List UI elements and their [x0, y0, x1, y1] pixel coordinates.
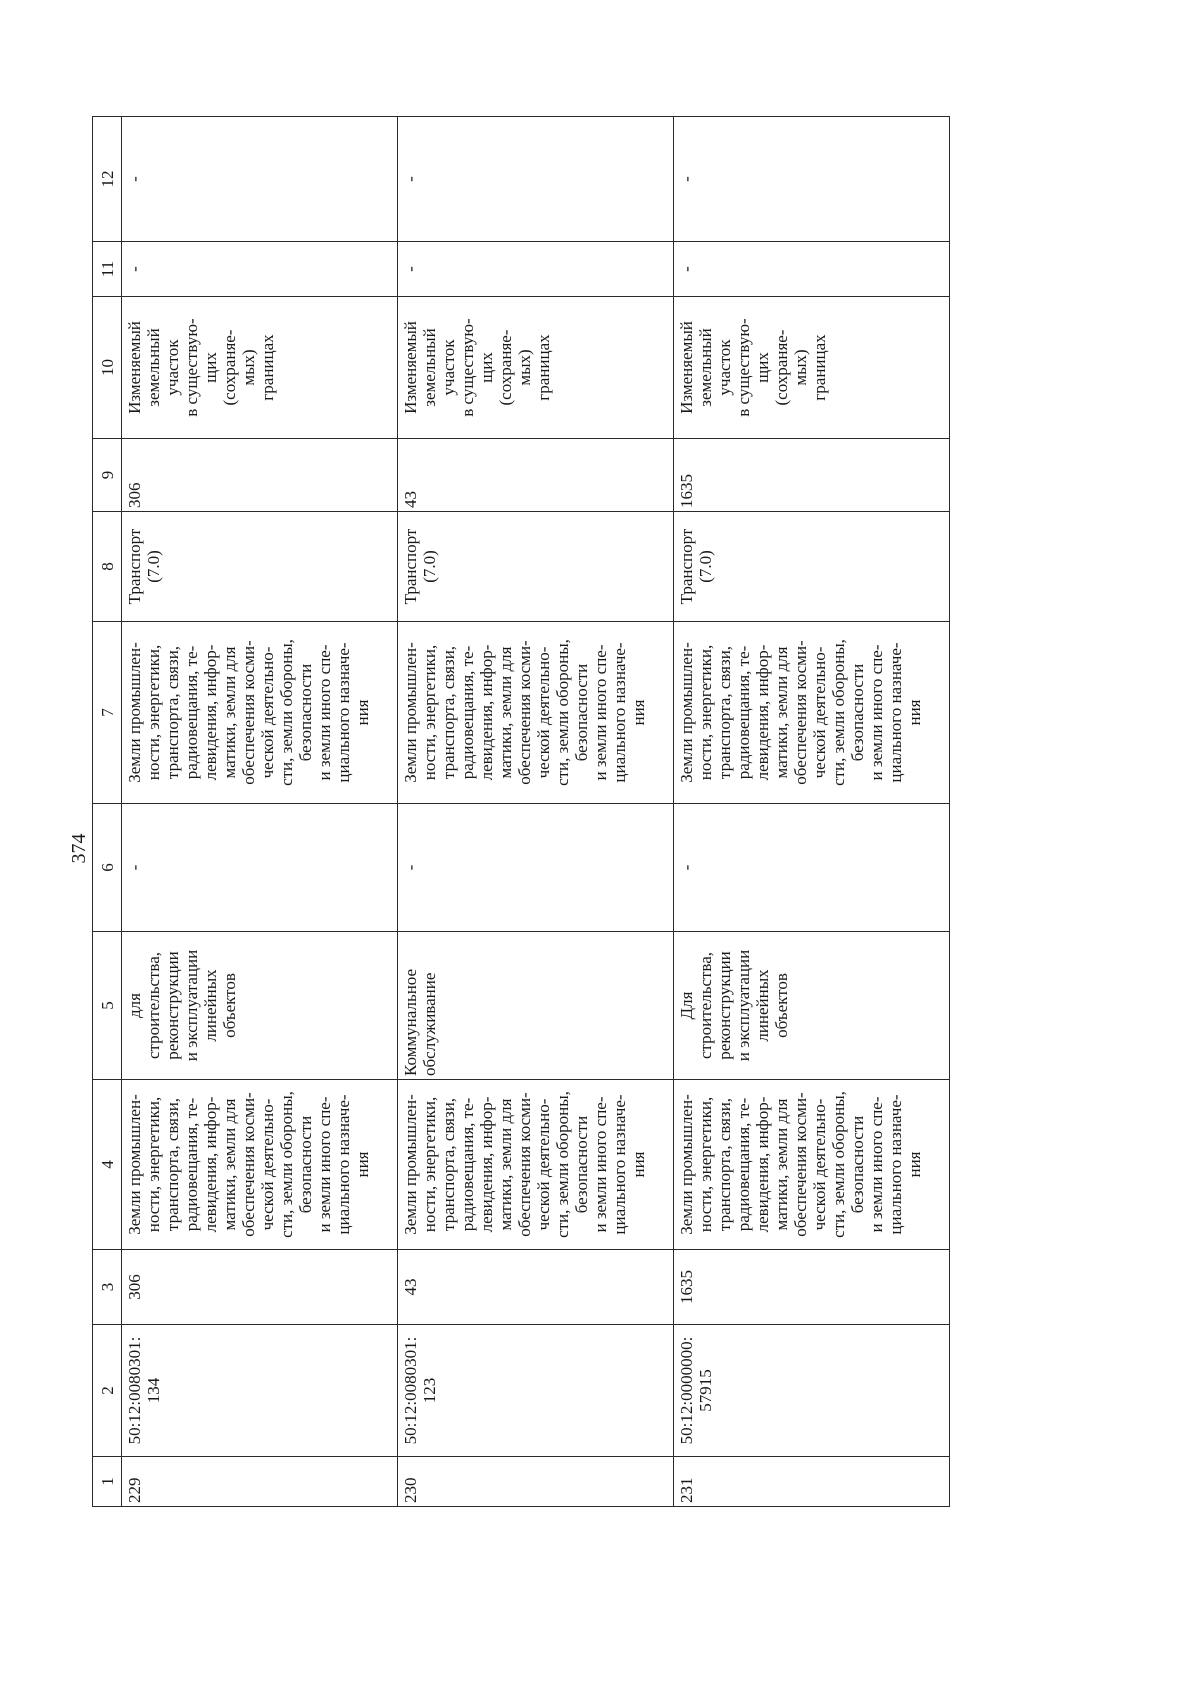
header-cell: 1	[93, 1457, 122, 1507]
permitted-use-before: Для строительства, реконструкции и эксплуатации линейных объектов	[674, 932, 950, 1080]
permitted-use-before: для строительства, реконструкции и эксплуатации линейных объектов	[122, 932, 398, 1080]
land-plots-table	[92, 116, 950, 1507]
page-number: 374	[68, 833, 90, 864]
column-6-value: -	[398, 804, 674, 932]
land-category-before: Земли промышлен- ности, энергетики, транспорта, связи, радиовещания, те- левидения, инфор- матики, земли для обеспечения косми- ческой деятельно- сти, земли обороны, безопасности и земли иного спе- циального назначе- ния	[122, 1080, 398, 1250]
header-cell: 9	[93, 439, 122, 512]
row-number: 231	[674, 1457, 950, 1507]
header-cell: 12	[93, 117, 122, 242]
row-number: 229	[122, 1457, 398, 1507]
permitted-use-before: Коммунальное обслуживание	[398, 932, 674, 1080]
header-cell: 10	[93, 297, 122, 439]
land-category-after: Земли промышлен- ности, энергетики, транспорта, связи, радиовещания, те- левидения, инфор- матики, земли для обеспечения косми- ческой деятельно- сти, земли обороны, безопасности и земли иного спе- циального назначе- ния	[674, 622, 950, 804]
cadastral-number: 50:12:0080301: 134	[122, 1325, 398, 1457]
column-12-value: -	[674, 117, 950, 242]
column-11-value: -	[398, 242, 674, 297]
header-row	[93, 117, 122, 1507]
header-cell: 7	[93, 622, 122, 804]
header-cell: 5	[93, 932, 122, 1080]
column-12-value: -	[398, 117, 674, 242]
column-11-value: -	[674, 242, 950, 297]
land-category-after: Земли промышлен- ности, энергетики, транспорта, связи, радиовещания, те- левидения, инфор- матики, земли для обеспечения косми- ческой деятельно- сти, земли обороны, безопасности и земли иного спе- циального назначе- ния	[398, 622, 674, 804]
cadastral-number: 50:12:0000000: 57915	[674, 1325, 950, 1457]
permitted-use-after: Транспорт (7.0)	[122, 512, 398, 622]
land-category-after: Земли промышлен- ности, энергетики, транспорта, связи, радиовещания, те- левидения, инфор- матики, земли для обеспечения косми- ческой деятельно- сти, земли обороны, безопасности и земли иного спе- циального назначе- ния	[122, 622, 398, 804]
plot-area-after: 1635	[674, 439, 950, 512]
header-cell: 11	[93, 242, 122, 297]
land-category-before: Земли промышлен- ности, энергетики, транспорта, связи, радиовещания, те- левидения, инфор- матики, земли для обеспечения косми- ческой деятельно- сти, земли обороны, безопасности и земли иного спе- циального назначе- ния	[398, 1080, 674, 1250]
column-6-value: -	[674, 804, 950, 932]
column-11-value: -	[122, 242, 398, 297]
permitted-use-after: Транспорт (7.0)	[398, 512, 674, 622]
land-category-before: Земли промышлен- ности, энергетики, транспорта, связи, радиовещания, те- левидения, инфор- матики, земли для обеспечения косми- ческой деятельно- сти, земли обороны, безопасности и земли иного спе- циального назначе- ния	[674, 1080, 950, 1250]
permitted-use-after: Транспорт (7.0)	[674, 512, 950, 622]
plot-area: 43	[398, 1250, 674, 1325]
header-cell: 8	[93, 512, 122, 622]
cadastral-number: 50:12:0080301: 123	[398, 1325, 674, 1457]
plot-area-after: 306	[122, 439, 398, 512]
table-row	[398, 117, 674, 1507]
plot-status: Изменяемый земельный участок в существую- щих (сохраняе- мых) границах	[398, 297, 674, 439]
column-6-value: -	[122, 804, 398, 932]
plot-status: Изменяемый земельный участок в существую- щих (сохраняе- мых) границах	[674, 297, 950, 439]
plot-status: Изменяемый земельный участок в существую- щих (сохраняе- мых) границах	[122, 297, 398, 439]
table-row	[674, 117, 950, 1507]
plot-area: 306	[122, 1250, 398, 1325]
plot-area: 1635	[674, 1250, 950, 1325]
header-cell: 6	[93, 804, 122, 932]
row-number: 230	[398, 1457, 674, 1507]
plot-area-after: 43	[398, 439, 674, 512]
header-cell: 3	[93, 1250, 122, 1325]
header-cell: 4	[93, 1080, 122, 1250]
column-12-value: -	[122, 117, 398, 242]
table-row	[122, 117, 398, 1507]
header-cell: 2	[93, 1325, 122, 1457]
